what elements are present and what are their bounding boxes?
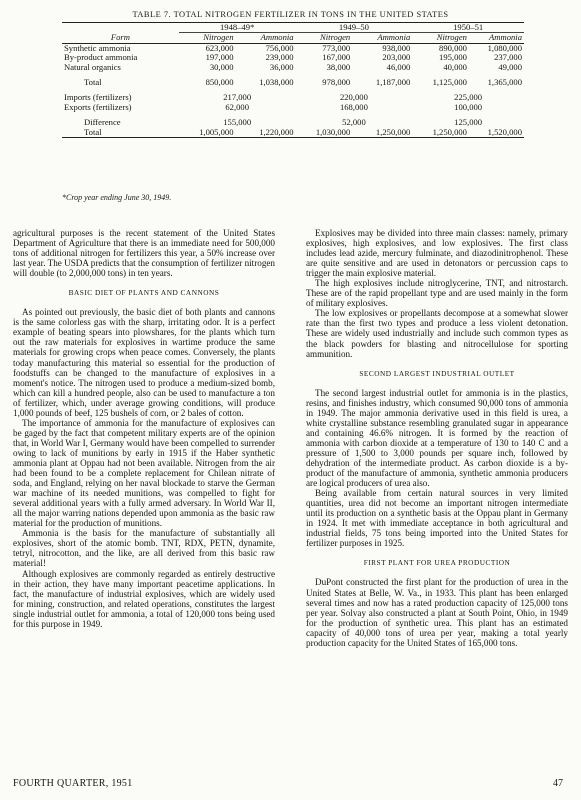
value-cell: 1,080,000 [487, 42, 522, 53]
value-cell: 38,000 [326, 61, 351, 72]
paragraph: The importance of ammonia for the manufacture of explosives can be gaged by the fact that competent military experts are of the opinion that, in World War I, Germany would have been compelled to surrender owing to lack of munitions by early in 1915 if the Haber synthetic ammonia plant at Oppau had not been available. Nitrogen from the air had been found to be a complete replacement for Chilean nitrate of soda, and England, relying on her naval blockade to starve the German war machine of its needed munitions, was compelled to fight for several additional years with a fully armed adversary. In World War II, all the major warring nations depended upon ammonia as the basic raw material for the production of munitions. [13, 417, 275, 529]
value-cell: 1,365,000 [487, 77, 522, 88]
value-cell: 1,520,000 [469, 128, 524, 138]
paragraph: As pointed out previously, the basic diet of both plants and cannons is the same colorless gas with the sharp, irritating odor. It is a perfect example of beating spears into plowshares, for the plants which turn out the raw materials for explosives in wartime produce the same materials for growing crops when peace comes. Conversely, the plants today manufacturing this material so essential for the production of foodstuffs can be changed to the manufacture of explosives in a moment's notice. The nitrogen used to produce a medium-sized bomb, which can kill a hundred people, also can be used to manufacture a ton of fertilizer, which, under average growing conditions, will produce 1,000 pounds of beef, 125 bushels of corn, or 2 bales of cotton. [13, 307, 275, 418]
column-header: Ammonia [352, 33, 412, 43]
value-cell: 155,000 [223, 117, 252, 128]
right-column [306, 228, 568, 648]
left-column [13, 228, 275, 629]
value-cell: 890,000 [439, 42, 467, 53]
table-column-header [62, 33, 524, 43]
value-cell: 168,000 [339, 101, 368, 112]
value-cell: 773,000 [322, 42, 351, 53]
year-header: 1948–49* [179, 23, 296, 33]
paragraph: Being available from certain natural sources in very limited quantities, urea did not become an important nitrogen intermediate until its production on a synthetic basis at the Oppau plant in Germany in 1924. It met with immediate acceptance in both agricultural and industrial fields, 75 tons being imported into the United States for fertilizer purposes in 1925. [306, 488, 568, 549]
column-header: Nitrogen [296, 33, 353, 43]
value-cell: 623,000 [205, 42, 234, 53]
form-header: Form [62, 33, 179, 43]
value-cell: 237,000 [494, 52, 522, 63]
value-cell: 850,000 [205, 77, 234, 88]
value-cell: 100,000 [454, 101, 483, 112]
value-cell: 1,038,000 [259, 77, 294, 88]
column-header: Nitrogen [412, 33, 469, 43]
column-header: Ammonia [236, 33, 296, 43]
paragraph: agricultural purposes is the recent statement of the United States Department of Agriculture that there is an immediate need for 500,000 tons of additional nitrogen for fertilizers this year, a 50% increase over last year. The USDA predicts that the consumption of fertilizer nitrogen will double (to 2,000,000 tons) in ten years. [13, 228, 275, 279]
paragraph: The high explosives include nitroglycerine, TNT, and nitrostarch. These are of the rapid propellant type and are used mainly in the form of military explosives. [306, 278, 568, 309]
paragraph: Although explosives are commonly regarded as entirely destructive in their action, they have many important peacetime applications. In fact, the manufacture of industrial explosives, which are widely used for mining, construction, and related operations, constitutes the largest single industrial outlet for ammonia, a total of 120,000 tons being used for this purpose in 1949. [13, 568, 275, 629]
value-cell: 195,000 [439, 52, 467, 63]
value-cell: 239,000 [265, 52, 294, 63]
value-cell: 1,030,000 [296, 128, 353, 138]
paragraph: The second largest industrial outlet for ammonia is in the plastics, resins, and finishes industry, which consumed 90,000 tons of ammonia in 1949. The major ammonia derivative used in this field is urea, a white crystalline substance resembling granulated sugar in appearance and containing 46.6% nitrogen. It is formed by the reaction of ammonia with carbon dioxide at a temperature of 130 to 140 C and a pressure of 1,500 to 3,000 pounds per square inch, followed by dehydration of the intermediate product. As carbon dioxide is a by-product of the manufacture of ammonia, synthetic ammonia producers are logical producers of urea also. [306, 387, 568, 489]
value-cell: 52,000 [342, 117, 366, 128]
value-cell: 36,000 [269, 61, 294, 72]
row-label: Exports (fertilizers) [64, 101, 132, 112]
value-cell: 1,187,000 [375, 77, 411, 88]
value-cell: 217,000 [223, 92, 252, 103]
nitrogen-table [62, 22, 524, 138]
value-cell: 1,220,000 [236, 128, 296, 138]
value-cell: 1,125,000 [432, 77, 467, 88]
paragraph: DuPont constructed the first plant for the production of urea in the United States at Belle, W. Va., in 1933. This plant has been enlarged several times and now has a rated production capacity of 125,000 tons per year. Solvay also constructed a plant at South Point, Ohio, in 1949 for the production of synthetic urea. This plant has an estimated capacity of 40,000 tons of urea per year, making a total yearly production capacity for the United States of 165,000 tons. [306, 577, 568, 648]
value-cell: 197,000 [205, 52, 234, 63]
value-cell: 125,000 [454, 117, 483, 128]
value-cell: 40,000 [443, 61, 467, 72]
value-cell: 49,000 [498, 61, 522, 72]
table-row [62, 103, 524, 112]
paragraph: Ammonia is the basis for the manufacture of substantially all explosives, short of the atomic bomb. TNT, RDX, PETN, dynamite, tetryl, nitrocotton, and the like, are all derived from this basic raw material! [13, 528, 275, 569]
value-cell: 46,000 [386, 61, 411, 72]
row-label: By-product ammonia [64, 52, 138, 63]
paragraph: The low explosives or propellants decompose at a somewhat slower rate than the first two types and produce a less violent detonation. These are widely used industrially and include such common types as the black powders for blasting and nitrocellulose for sporting ammunition. [306, 308, 568, 359]
row-label: Total [84, 77, 102, 88]
year-header: 1950–51 [412, 23, 524, 33]
footer-issue: FOURTH QUARTER, 1951 [13, 778, 133, 789]
table-year-header [62, 23, 524, 33]
row-label: Synthetic ammonia [64, 42, 131, 53]
column-header: Nitrogen [179, 33, 236, 43]
value-cell: 220,000 [339, 92, 368, 103]
row-label: Imports (fertilizers) [64, 92, 132, 103]
value-cell: 203,000 [382, 52, 411, 63]
value-cell: 167,000 [322, 52, 351, 63]
table-caption: TABLE 7. TOTAL NITROGEN FERTILIZER IN TONS IN THE UNITED STATES [132, 10, 449, 19]
table-row [62, 63, 524, 72]
value-cell: 978,000 [322, 77, 351, 88]
value-cell: 1,250,000 [352, 128, 412, 138]
row-label: Total [62, 128, 179, 138]
section-heading: BASIC DIET OF PLANTS AND CANNONS [68, 288, 220, 298]
value-cell: 1,250,000 [412, 128, 469, 138]
paragraph: Explosives may be divided into three main classes: namely, primary explosives, high explosives, and low explosives. The first class includes lead azide, mercury fulminate, and diazodinitrophenol. These are quite sensitive and are used in detonators or percussion caps to trigger the main explosive material. [306, 228, 568, 279]
row-label: Natural organics [64, 61, 121, 72]
page-number: 47 [553, 778, 563, 789]
table-footnote: *Crop year ending June 30, 1949. [62, 193, 172, 202]
row-label: Difference [84, 117, 121, 128]
table-row [62, 78, 524, 87]
value-cell: 756,000 [265, 42, 294, 53]
section-heading: SECOND LARGEST INDUSTRIAL OUTLET [359, 368, 515, 378]
column-header: Ammonia [469, 33, 524, 43]
table-row [62, 128, 524, 138]
year-header: 1949–50 [296, 23, 413, 33]
value-cell: 30,000 [209, 61, 234, 72]
value-cell: 1,005,000 [179, 128, 236, 138]
section-heading: FIRST PLANT FOR UREA PRODUCTION [363, 558, 511, 568]
value-cell: 62,000 [225, 101, 250, 112]
value-cell: 225,000 [454, 92, 483, 103]
value-cell: 938,000 [382, 42, 411, 53]
